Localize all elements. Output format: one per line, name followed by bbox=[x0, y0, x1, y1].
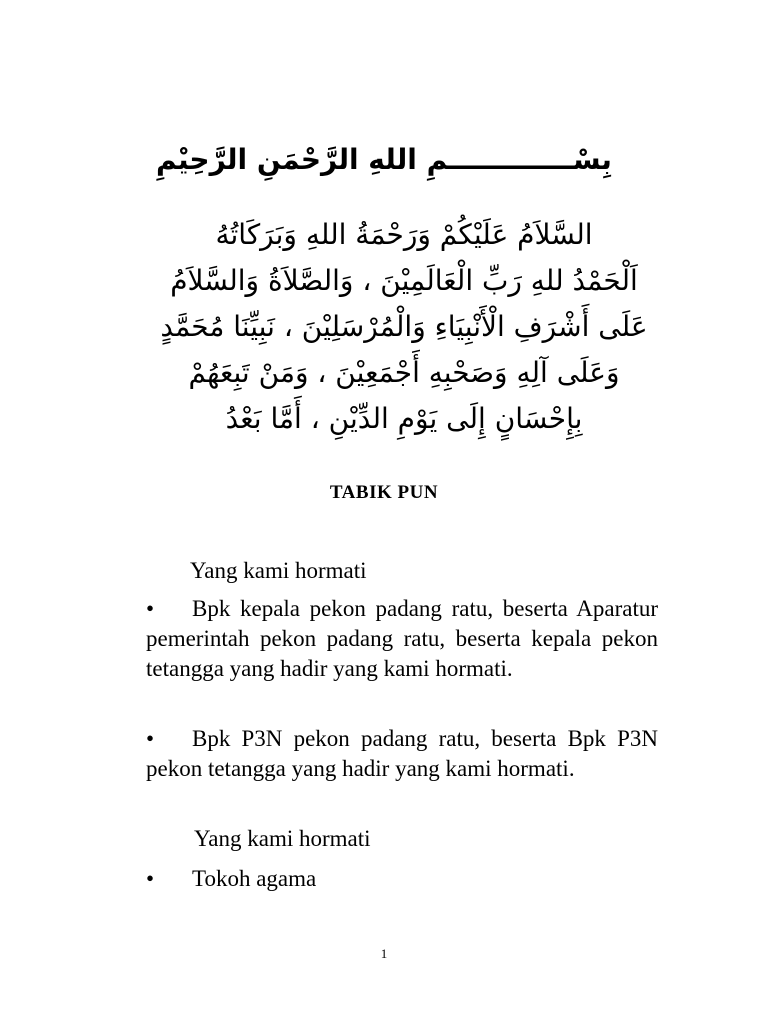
greeting-line: Yang kami hormati bbox=[194, 826, 371, 851]
bullet-text: Bpk kepala pekon padang ratu, beserta Aparatur pemerintah pekon padang ratu, beserta kepala pekon tetangga yang hadir yang kami hormati. bbox=[146, 596, 658, 681]
arabic-line: عَلَى أَشْرَفِ الْأَنْبِيَاءِ وَالْمُرْسَلِيْنَ ، نَبِيِّنَا مُحَمَّدٍ bbox=[160, 310, 648, 343]
bullet-mark: • bbox=[146, 726, 155, 751]
basmala: بِسْـــــــــــــمِ اللهِ الرَّحْمَنِ الرَّحِيْمِ bbox=[156, 143, 612, 176]
arabic-line: بِإِحْسَانٍ إِلَى يَوْمِ الدِّيْنِ ، أَمَّا بَعْدُ bbox=[225, 402, 583, 435]
section-heading: TABIK PUN bbox=[329, 482, 439, 503]
greeting-line: Yang kami hormati bbox=[190, 558, 367, 583]
bullet-item bbox=[146, 864, 658, 894]
arabic-line: اَلْحَمْدُ للهِ رَبِّ الْعَالَمِيْنَ ، وَالصَّلاَةُ وَالسَّلاَمُ bbox=[170, 264, 638, 297]
bullet-item bbox=[146, 594, 658, 684]
bullet-item bbox=[146, 724, 658, 784]
arabic-greeting bbox=[150, 212, 658, 442]
bullet-mark: • bbox=[146, 866, 155, 891]
bullet-text: Bpk P3N pekon padang ratu, beserta Bpk P3N pekon tetangga yang hadir yang kami hormati. bbox=[146, 726, 658, 781]
page-number: 1 bbox=[380, 946, 388, 961]
bullet-mark: • bbox=[146, 596, 155, 621]
arabic-line: وَعَلَى آلِهِ وَصَحْبِهِ أَجْمَعِيْنَ ، وَمَنْ تَبِعَهُمْ bbox=[188, 356, 620, 389]
bullet-text: Tokoh agama bbox=[192, 866, 317, 891]
arabic-line: السَّلاَمُ عَلَيْكُمْ وَرَحْمَةُ اللهِ وَبَرَكَاتُهُ bbox=[215, 218, 593, 251]
